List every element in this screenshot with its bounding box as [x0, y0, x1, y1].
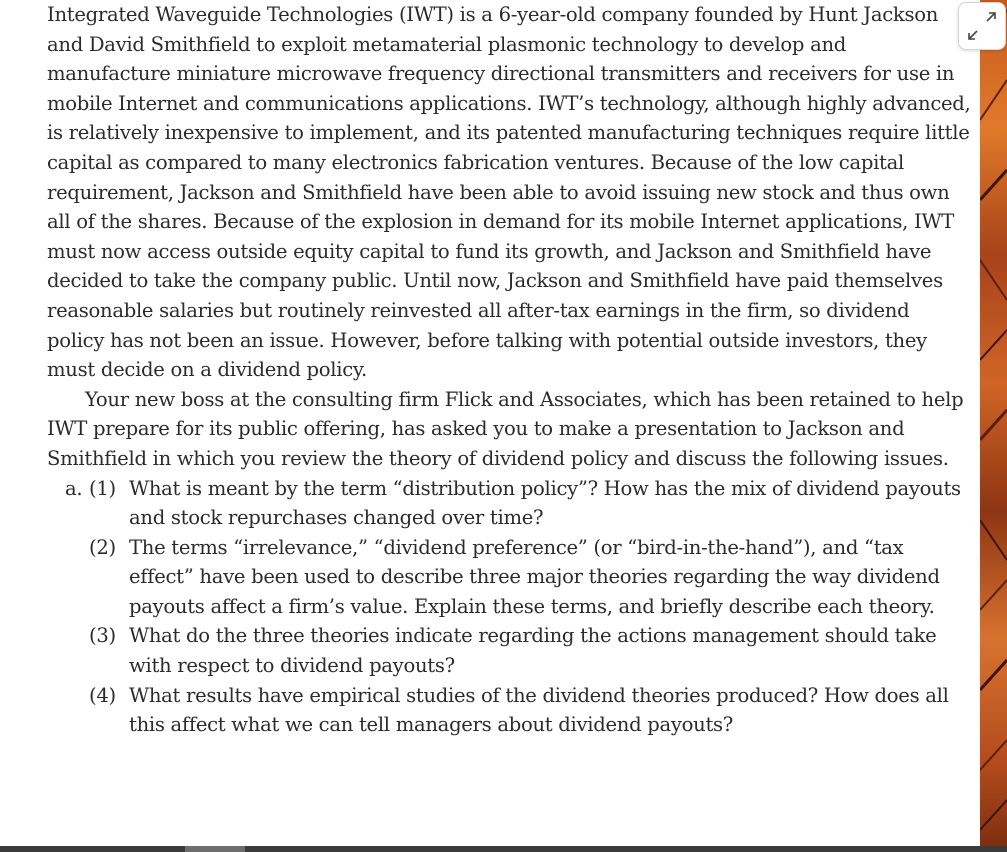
expand-arrows-icon — [959, 3, 1005, 49]
question-text: The terms “irrelevance,” “dividend preference” (or “bird-in-the-hand”), and “tax effect” have been used to describe three major theories regarding the way dividend payouts affect a firm’s value. Explain these terms, and briefly describe each theory. — [129, 535, 940, 618]
cover-pattern-graphic — [980, 0, 1007, 852]
document-text — [47, 0, 972, 740]
bottom-edge-bar — [0, 846, 1007, 852]
question-text: What do the three theories indicate regarding the actions management should take with respect to dividend payouts? — [129, 624, 937, 678]
question-number: (4) — [89, 683, 116, 707]
second-paragraph: Your new boss at the consulting firm Flick and Associates, which has been retained to help IWT prepare for its public offering, has asked you to make a presentation to Jackson and Smithfield in which you review the theory of dividend policy and discuss the following issues. — [47, 387, 964, 470]
expand-button[interactable] — [958, 2, 1006, 50]
question-text: What results have empirical studies of the dividend theories produced? How does all this affect what we can tell managers about dividend payouts? — [129, 683, 949, 737]
question-number: (2) — [89, 535, 116, 559]
intro-paragraph: Integrated Waveguide Technologies (IWT) is a 6-year-old company founded by Hunt Jackson and David Smithfield to exploit metamaterial plasmonic technology to develop and manufacture miniature microwave frequency directional transmitters and receivers for use in mobile Internet and communications applications. IWT’s technology, although highly advanced, is relatively inexpensive to implement, and its patented manufacturing techniques require little capital as compared to many electronics fabrication ventures. Because of the low capital requirement, Jackson and Smithfield have been able to avoid issuing new stock and thus own all of the shares. Because of the explosion in demand for its mobile Internet applications, IWT must now access outside equity capital to fund its growth, and Jackson and Smithfield have decided to take the company public. Until now, Jackson and Smithfield have paid themselves reasonable salaries but routinely reinvested all after-tax earnings in the firm, so dividend policy has not been an issue. However, before talking with potential outside investors, they must decide on a dividend policy. — [47, 3, 971, 382]
question-item — [47, 621, 972, 680]
question-number: (3) — [89, 624, 116, 648]
book-cover-edge — [980, 0, 1007, 852]
question-number: (1) — [89, 476, 116, 500]
question-list — [47, 474, 972, 740]
question-item — [47, 533, 972, 622]
bottom-edge-segment — [185, 846, 245, 852]
question-item — [47, 474, 972, 533]
question-letter: a. — [65, 476, 83, 500]
question-item — [47, 681, 972, 740]
question-text: What is meant by the term “distribution policy”? How has the mix of dividend payouts and stock repurchases changed over time? — [129, 476, 961, 530]
